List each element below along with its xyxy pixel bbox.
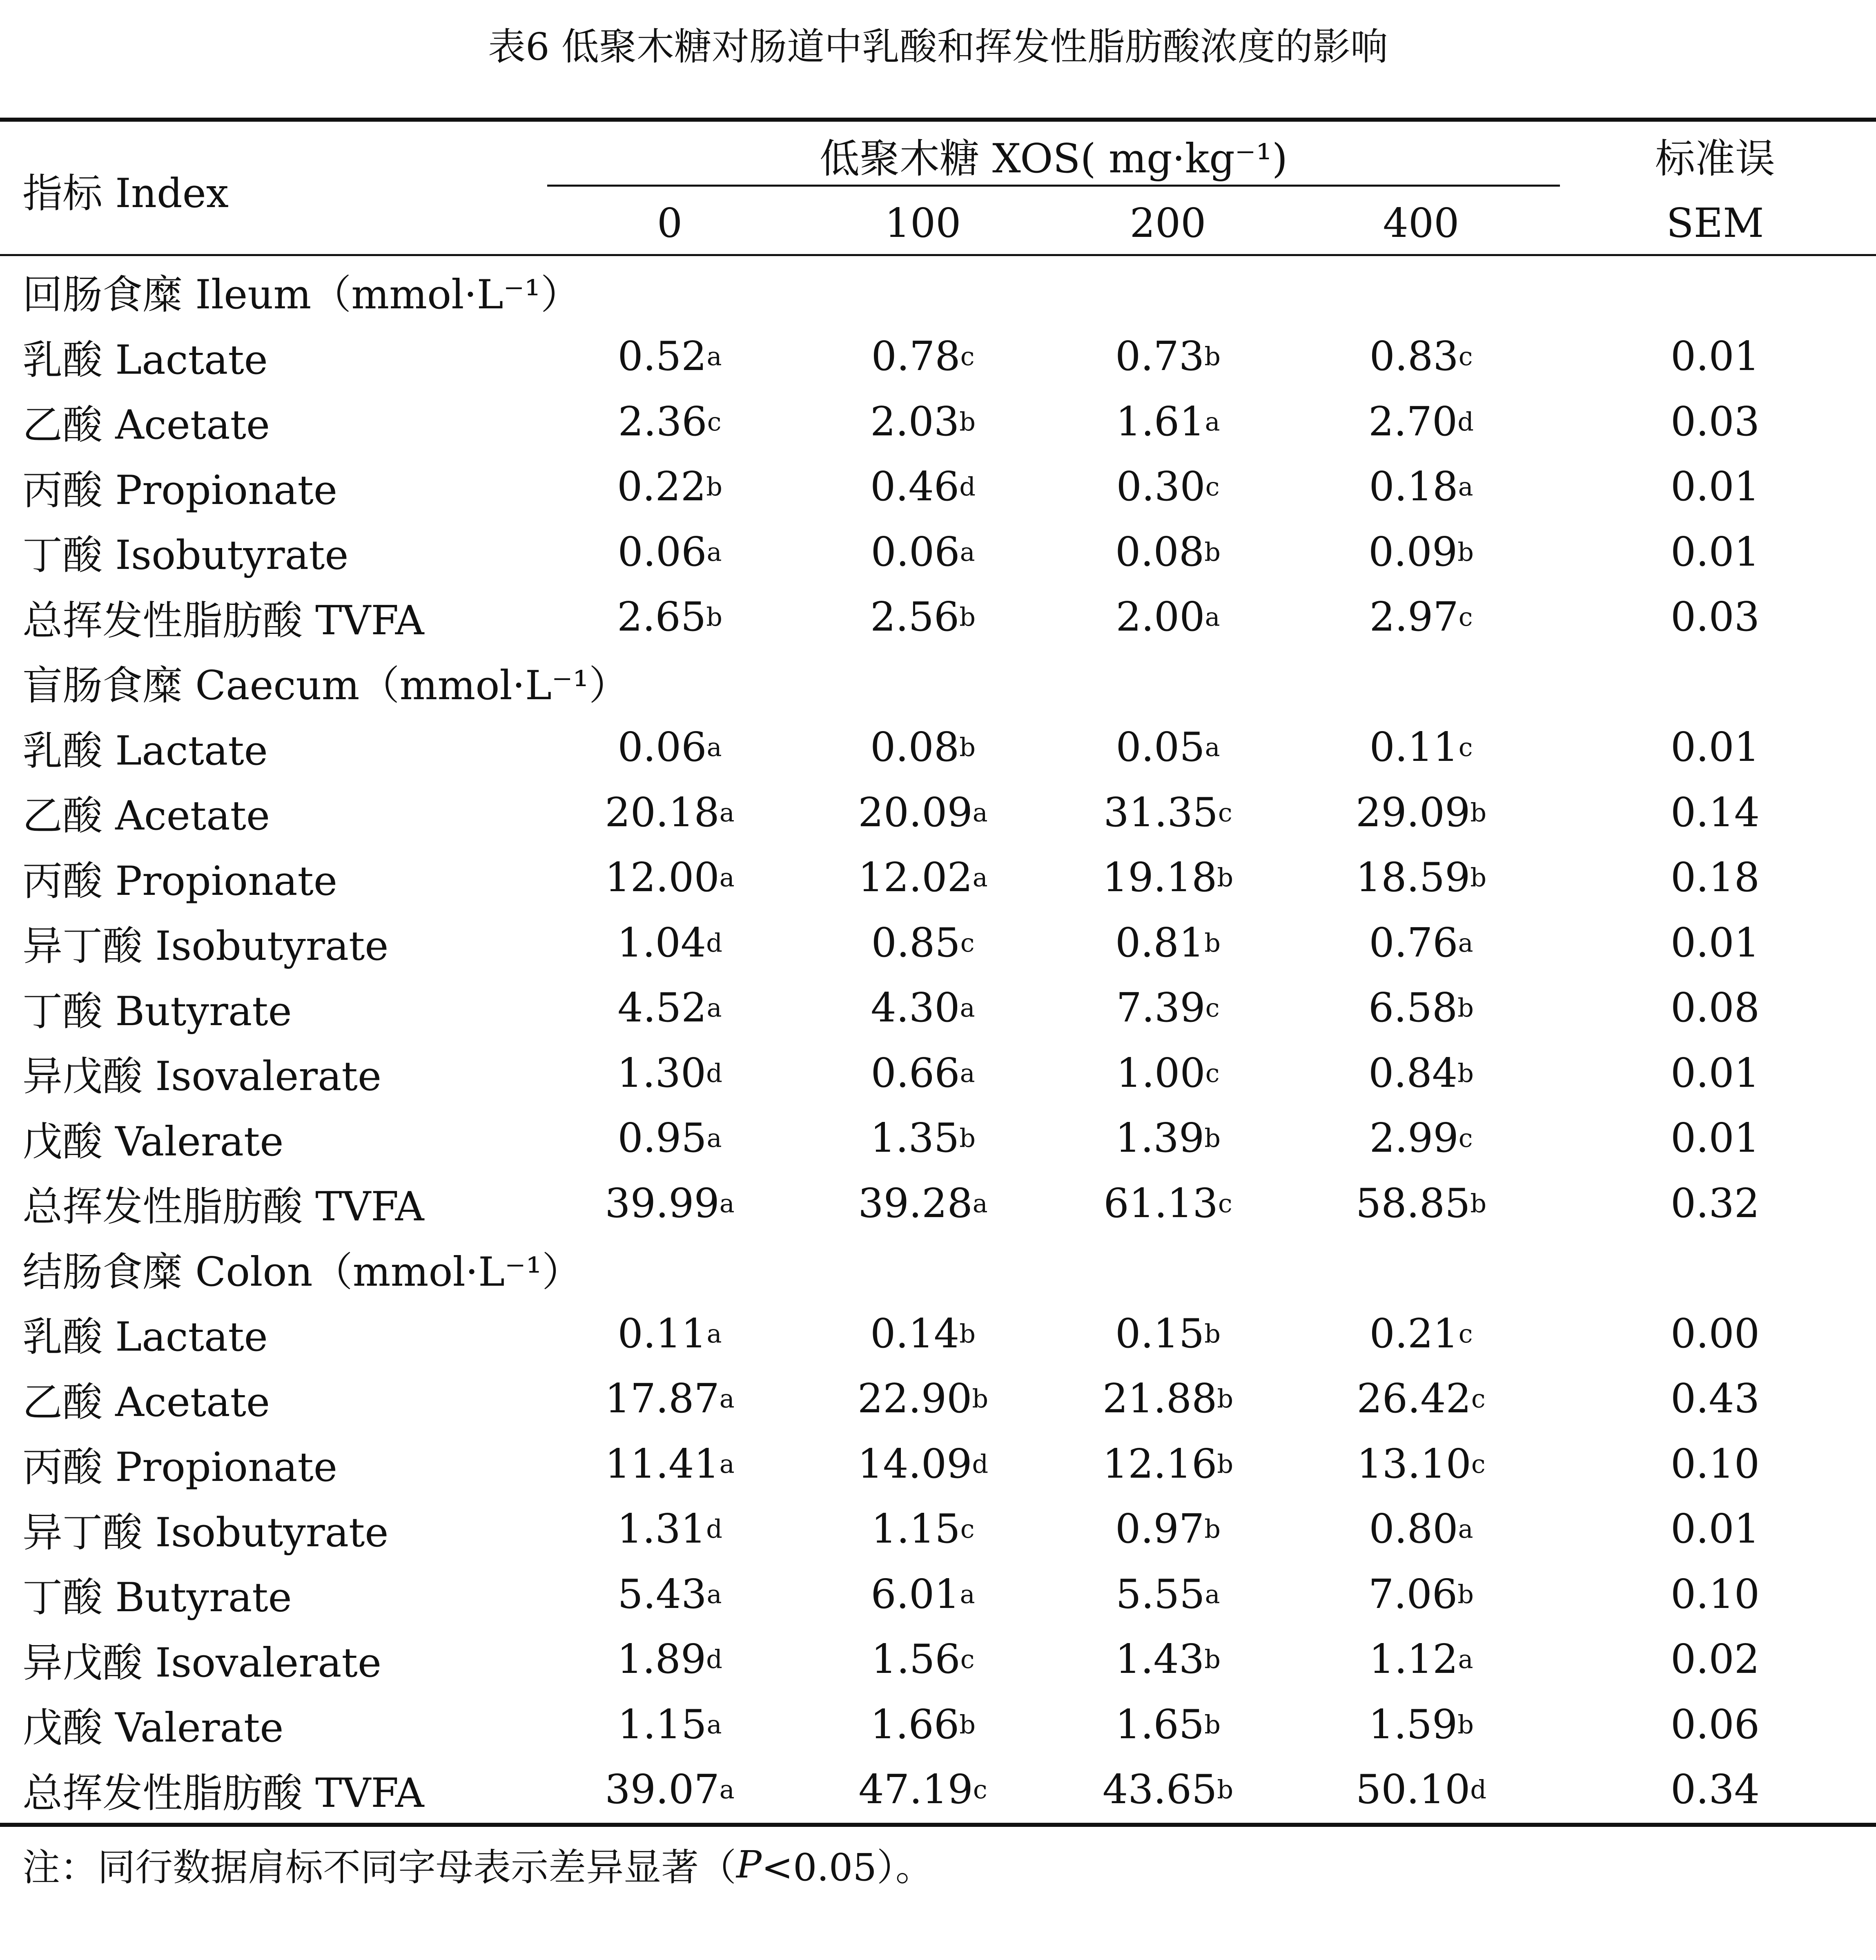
value-cell: 2.97 c xyxy=(1369,594,1473,641)
value-number: 2.00 xyxy=(1116,594,1205,641)
value-cell: 1.43 b xyxy=(1115,1636,1221,1683)
section-row xyxy=(0,1236,1876,1302)
value-number: 0.05 xyxy=(1116,724,1205,771)
value-number: 4.30 xyxy=(871,985,960,1032)
sem-cell: 0.01 xyxy=(1670,1115,1760,1162)
value-cell: 19.18 b xyxy=(1102,854,1234,901)
value-number: 6.58 xyxy=(1368,985,1458,1032)
value-cell: 0.52 a xyxy=(617,333,722,380)
value-cell: 2.65 b xyxy=(617,594,722,641)
value-cell: 5.43 a xyxy=(617,1571,722,1618)
value-cell: 50.10 d xyxy=(1355,1766,1487,1813)
footnote xyxy=(22,1838,933,1891)
value-number: 1.00 xyxy=(1116,1050,1205,1097)
section-row xyxy=(0,650,1876,715)
value-number: 43.65 xyxy=(1102,1766,1217,1813)
value-number: 1.43 xyxy=(1115,1636,1205,1683)
header-xos-group: 低聚木糖 XOS( mg·kg⁻¹) xyxy=(819,135,1288,182)
value-number: 14.09 xyxy=(857,1440,972,1487)
section-label: 盲肠食糜 Caecum（mmol·L⁻¹） xyxy=(22,662,629,709)
value-cell: 18.59 b xyxy=(1355,854,1487,901)
row-label: 异戊酸 Isovalerate xyxy=(22,1639,381,1686)
sem-cell: 0.03 xyxy=(1670,398,1760,445)
row-label: 丁酸 Butyrate xyxy=(22,1574,292,1621)
value-number: 0.83 xyxy=(1369,333,1459,380)
value-cell: 2.99 c xyxy=(1369,1115,1473,1162)
sem-cell: 0.03 xyxy=(1670,594,1760,641)
value-number: 0.46 xyxy=(870,464,960,511)
value-cell: 58.85 b xyxy=(1355,1180,1487,1227)
value-cell: 0.22 b xyxy=(617,464,722,511)
value-cell: 0.18 a xyxy=(1369,464,1473,511)
value-number: 0.76 xyxy=(1369,919,1458,966)
value-cell: 0.11 c xyxy=(1369,724,1473,771)
row-label: 丙酸 Propionate xyxy=(22,1444,337,1491)
value-number: 12.00 xyxy=(605,854,720,901)
value-number: 1.59 xyxy=(1368,1701,1458,1748)
value-number: 0.18 xyxy=(1369,464,1458,511)
value-number: 22.90 xyxy=(857,1376,972,1423)
row-label: 异丁酸 Isobutyrate xyxy=(22,923,389,970)
value-number: 7.06 xyxy=(1368,1571,1458,1618)
value-cell: 6.58 b xyxy=(1368,985,1474,1032)
row-label: 戊酸 Valerate xyxy=(22,1118,284,1165)
value-number: 2.36 xyxy=(618,398,707,445)
value-number: 0.15 xyxy=(1115,1310,1205,1357)
section-label: 结肠食糜 Colon（mmol·L⁻¹） xyxy=(22,1249,582,1296)
value-cell: 39.99 a xyxy=(605,1180,735,1227)
value-cell: 1.39 b xyxy=(1115,1115,1221,1162)
value-cell: 0.80 a xyxy=(1369,1506,1473,1553)
value-cell: 0.21 c xyxy=(1369,1310,1473,1357)
value-cell: 1.30 d xyxy=(617,1050,722,1097)
table-row xyxy=(0,1562,1876,1627)
value-number: 4.52 xyxy=(617,985,707,1032)
value-number: 0.08 xyxy=(1115,528,1205,575)
value-cell: 21.88 b xyxy=(1102,1376,1234,1423)
header-index: 指标 Index xyxy=(22,170,229,217)
value-cell: 0.66 a xyxy=(871,1050,975,1097)
value-number: 2.97 xyxy=(1369,594,1459,641)
value-cell: 2.70 d xyxy=(1368,398,1474,445)
value-number: 1.39 xyxy=(1115,1115,1205,1162)
section-label: 回肠食糜 Ileum（mmol·L⁻¹） xyxy=(22,272,581,319)
value-number: 20.18 xyxy=(605,789,720,836)
table-row xyxy=(0,780,1876,845)
row-label: 丁酸 Butyrate xyxy=(22,988,292,1035)
table-row xyxy=(0,845,1876,911)
table-row xyxy=(0,1367,1876,1432)
value-number: 0.06 xyxy=(617,528,707,575)
value-cell: 0.81 b xyxy=(1115,919,1221,966)
value-cell: 20.18 a xyxy=(605,789,735,836)
value-cell: 0.09 b xyxy=(1368,528,1474,575)
sem-cell: 0.10 xyxy=(1670,1571,1760,1618)
table-row xyxy=(0,585,1876,650)
value-number: 39.07 xyxy=(605,1766,720,1813)
value-cell: 2.56 b xyxy=(870,594,976,641)
value-number: 1.04 xyxy=(617,919,706,966)
value-cell: 0.83 c xyxy=(1369,333,1473,380)
value-number: 21.88 xyxy=(1102,1376,1217,1423)
value-number: 1.31 xyxy=(617,1506,706,1553)
header-sub-rule xyxy=(547,185,1560,187)
value-cell: 0.78 c xyxy=(871,333,975,380)
table-row xyxy=(0,715,1876,780)
value-number: 1.15 xyxy=(871,1506,960,1553)
value-cell: 0.08 b xyxy=(870,724,976,771)
value-cell: 17.87 a xyxy=(605,1376,735,1423)
value-number: 12.02 xyxy=(858,854,973,901)
value-cell: 1.31 d xyxy=(617,1506,722,1553)
table-row xyxy=(0,389,1876,455)
value-number: 20.09 xyxy=(858,789,973,836)
value-cell: 0.06 a xyxy=(871,528,975,575)
sem-cell: 0.43 xyxy=(1670,1376,1760,1423)
value-cell: 0.84 b xyxy=(1368,1050,1474,1097)
value-cell: 2.00 a xyxy=(1116,594,1220,641)
header-sem-en: SEM xyxy=(1666,200,1764,247)
value-number: 1.35 xyxy=(870,1115,960,1162)
value-cell: 1.04 d xyxy=(617,919,722,966)
sem-cell: 0.00 xyxy=(1670,1310,1760,1357)
sem-cell: 0.01 xyxy=(1670,333,1760,380)
value-cell: 1.59 b xyxy=(1368,1701,1474,1748)
row-label: 丁酸 Isobutyrate xyxy=(22,532,349,579)
value-number: 6.01 xyxy=(871,1571,960,1618)
header-dose-200: 200 xyxy=(1130,200,1206,247)
header-dose-400: 400 xyxy=(1383,200,1459,247)
row-label: 总挥发性脂肪酸 TVFA xyxy=(22,597,424,644)
value-cell: 29.09 b xyxy=(1355,789,1487,836)
table-row xyxy=(0,1432,1876,1497)
value-cell: 1.56 c xyxy=(871,1636,975,1683)
row-label: 乙酸 Acetate xyxy=(22,793,270,840)
value-cell: 22.90 b xyxy=(857,1376,989,1423)
sem-cell: 0.01 xyxy=(1670,1050,1760,1097)
value-number: 2.99 xyxy=(1369,1115,1459,1162)
value-number: 0.84 xyxy=(1368,1050,1458,1097)
value-cell: 5.55 a xyxy=(1116,1571,1220,1618)
value-number: 1.89 xyxy=(617,1636,706,1683)
header-dose-100: 100 xyxy=(885,200,961,247)
value-cell: 0.97 b xyxy=(1115,1506,1221,1553)
value-number: 0.08 xyxy=(870,724,960,771)
value-cell: 1.65 b xyxy=(1115,1701,1221,1748)
table-row xyxy=(0,976,1876,1041)
row-label: 异丁酸 Isobutyrate xyxy=(22,1509,389,1556)
value-number: 47.19 xyxy=(858,1766,973,1813)
value-number: 12.16 xyxy=(1102,1440,1217,1487)
value-cell: 7.06 b xyxy=(1368,1571,1474,1618)
value-number: 29.09 xyxy=(1355,789,1470,836)
value-cell: 4.30 a xyxy=(871,985,975,1032)
table-row xyxy=(0,910,1876,976)
value-cell: 20.09 a xyxy=(858,789,988,836)
value-cell: 0.11 a xyxy=(617,1310,722,1357)
value-cell: 31.35 c xyxy=(1103,789,1232,836)
header-rule xyxy=(0,254,1876,256)
header-dose-0: 0 xyxy=(657,200,683,247)
value-cell: 0.14 b xyxy=(870,1310,976,1357)
value-cell: 12.16 b xyxy=(1102,1440,1234,1487)
value-number: 2.65 xyxy=(617,594,706,641)
value-number: 1.56 xyxy=(871,1636,960,1683)
value-cell: 0.30 c xyxy=(1116,464,1220,511)
value-cell: 0.46 d xyxy=(870,464,976,511)
value-number: 0.66 xyxy=(871,1050,960,1097)
value-number: 26.42 xyxy=(1357,1376,1471,1423)
row-label: 乳酸 Lactate xyxy=(22,727,268,774)
table-row xyxy=(0,1171,1876,1236)
table-row xyxy=(0,520,1876,585)
value-cell: 7.39 c xyxy=(1116,985,1220,1032)
value-cell: 0.08 b xyxy=(1115,528,1221,575)
top-rule xyxy=(0,118,1876,122)
row-label: 乙酸 Acetate xyxy=(22,1379,270,1426)
value-cell: 0.15 b xyxy=(1115,1310,1221,1357)
table-row xyxy=(0,1692,1876,1757)
value-number: 2.56 xyxy=(870,594,960,641)
value-number: 0.14 xyxy=(870,1310,960,1357)
value-number: 0.85 xyxy=(871,919,960,966)
sem-cell: 0.18 xyxy=(1670,854,1760,901)
value-cell: 4.52 a xyxy=(617,985,722,1032)
value-cell: 1.35 b xyxy=(870,1115,976,1162)
value-cell: 39.28 a xyxy=(858,1180,988,1227)
row-label: 乳酸 Lactate xyxy=(22,1314,268,1361)
value-number: 31.35 xyxy=(1103,789,1218,836)
sem-cell: 0.02 xyxy=(1670,1636,1760,1683)
table-row xyxy=(0,1106,1876,1171)
value-number: 1.12 xyxy=(1369,1636,1458,1683)
value-number: 0.30 xyxy=(1116,464,1205,511)
value-cell: 11.41 a xyxy=(605,1440,735,1487)
bottom-rule xyxy=(0,1823,1876,1827)
value-cell: 0.06 a xyxy=(617,724,722,771)
table-body xyxy=(0,259,1876,1822)
row-label: 丙酸 Propionate xyxy=(22,858,337,905)
value-cell: 39.07 a xyxy=(605,1766,735,1813)
value-number: 0.80 xyxy=(1369,1506,1458,1553)
value-number: 1.66 xyxy=(870,1701,960,1748)
value-number: 7.39 xyxy=(1116,985,1205,1032)
row-label: 戊酸 Valerate xyxy=(22,1705,284,1752)
table-row xyxy=(0,1757,1876,1823)
value-number: 11.41 xyxy=(605,1440,720,1487)
sem-cell: 0.14 xyxy=(1670,789,1760,836)
value-number: 39.28 xyxy=(858,1180,973,1227)
value-cell: 47.19 c xyxy=(858,1766,987,1813)
row-label: 乙酸 Acetate xyxy=(22,402,270,449)
footnote-suffix: <0.05）。 xyxy=(761,1846,933,1889)
footnote-prefix: 注：同行数据肩标不同字母表示差异显著（ xyxy=(22,1846,737,1889)
value-number: 50.10 xyxy=(1355,1766,1470,1813)
value-cell: 0.95 a xyxy=(617,1115,722,1162)
value-cell: 2.03 b xyxy=(870,398,976,445)
value-number: 2.70 xyxy=(1368,398,1458,445)
value-cell: 1.00 c xyxy=(1116,1050,1220,1097)
value-number: 1.61 xyxy=(1116,398,1205,445)
value-cell: 12.02 a xyxy=(858,854,988,901)
value-cell: 1.15 a xyxy=(617,1701,722,1748)
value-cell: 43.65 b xyxy=(1102,1766,1234,1813)
value-number: 0.11 xyxy=(1369,724,1459,771)
value-number: 0.11 xyxy=(617,1310,707,1357)
value-cell: 1.66 b xyxy=(870,1701,976,1748)
value-cell: 61.13 c xyxy=(1103,1180,1232,1227)
sem-cell: 0.32 xyxy=(1670,1180,1760,1227)
value-number: 0.06 xyxy=(617,724,707,771)
sem-cell: 0.08 xyxy=(1670,985,1760,1032)
row-label: 异戊酸 Isovalerate xyxy=(22,1053,381,1100)
row-label: 乳酸 Lactate xyxy=(22,337,268,384)
value-number: 0.06 xyxy=(871,528,960,575)
value-number: 1.15 xyxy=(617,1701,707,1748)
value-cell: 1.12 a xyxy=(1369,1636,1473,1683)
sem-cell: 0.06 xyxy=(1670,1701,1760,1748)
row-label: 总挥发性脂肪酸 TVFA xyxy=(22,1184,424,1231)
value-number: 61.13 xyxy=(1103,1180,1218,1227)
value-cell: 26.42 c xyxy=(1357,1376,1486,1423)
value-cell: 0.85 c xyxy=(871,919,975,966)
value-number: 0.78 xyxy=(871,333,960,380)
sem-cell: 0.34 xyxy=(1670,1766,1760,1813)
table-title: 表6 低聚木糖对肠道中乳酸和挥发性脂肪酸浓度的影响 xyxy=(488,25,1388,69)
sem-cell: 0.01 xyxy=(1670,464,1760,511)
value-cell: 2.36 c xyxy=(618,398,722,445)
row-label: 总挥发性脂肪酸 TVFA xyxy=(22,1770,424,1817)
value-number: 39.99 xyxy=(605,1180,720,1227)
value-number: 0.95 xyxy=(617,1115,707,1162)
value-number: 5.55 xyxy=(1116,1571,1205,1618)
sem-cell: 0.10 xyxy=(1670,1440,1760,1487)
value-number: 0.09 xyxy=(1368,528,1458,575)
value-cell: 0.76 a xyxy=(1369,919,1473,966)
value-number: 17.87 xyxy=(605,1376,720,1423)
value-cell: 14.09 d xyxy=(857,1440,989,1487)
value-number: 0.22 xyxy=(617,464,706,511)
header-sem-cn: 标准误 xyxy=(1655,135,1775,182)
value-number: 0.73 xyxy=(1115,333,1205,380)
value-cell: 13.10 c xyxy=(1357,1440,1486,1487)
value-number: 19.18 xyxy=(1102,854,1217,901)
value-number: 18.59 xyxy=(1355,854,1470,901)
sem-cell: 0.01 xyxy=(1670,919,1760,966)
value-number: 2.03 xyxy=(870,398,960,445)
value-cell: 6.01 a xyxy=(871,1571,975,1618)
value-number: 0.52 xyxy=(617,333,707,380)
table-row xyxy=(0,1041,1876,1106)
value-cell: 12.00 a xyxy=(605,854,735,901)
value-cell: 0.06 a xyxy=(617,528,722,575)
row-label: 丙酸 Propionate xyxy=(22,467,337,514)
value-number: 0.97 xyxy=(1115,1506,1205,1553)
sem-cell: 0.01 xyxy=(1670,1506,1760,1553)
value-number: 13.10 xyxy=(1357,1440,1471,1487)
value-number: 5.43 xyxy=(617,1571,707,1618)
value-cell: 1.15 c xyxy=(871,1506,975,1553)
value-number: 1.30 xyxy=(617,1050,706,1097)
table-row xyxy=(0,455,1876,520)
value-number: 0.21 xyxy=(1369,1310,1459,1357)
table-row xyxy=(0,1497,1876,1562)
value-number: 0.81 xyxy=(1115,919,1205,966)
value-number: 1.65 xyxy=(1115,1701,1205,1748)
section-row xyxy=(0,259,1876,324)
sem-cell: 0.01 xyxy=(1670,528,1760,575)
value-cell: 0.05 a xyxy=(1116,724,1220,771)
footnote-p-symbol: P xyxy=(736,1842,762,1886)
table-row xyxy=(0,1301,1876,1367)
table-row xyxy=(0,1627,1876,1692)
value-cell: 1.61 a xyxy=(1116,398,1220,445)
value-cell: 1.89 d xyxy=(617,1636,722,1683)
value-number: 58.85 xyxy=(1355,1180,1470,1227)
sem-cell: 0.01 xyxy=(1670,724,1760,771)
table-row xyxy=(0,324,1876,390)
value-cell: 0.73 b xyxy=(1115,333,1221,380)
